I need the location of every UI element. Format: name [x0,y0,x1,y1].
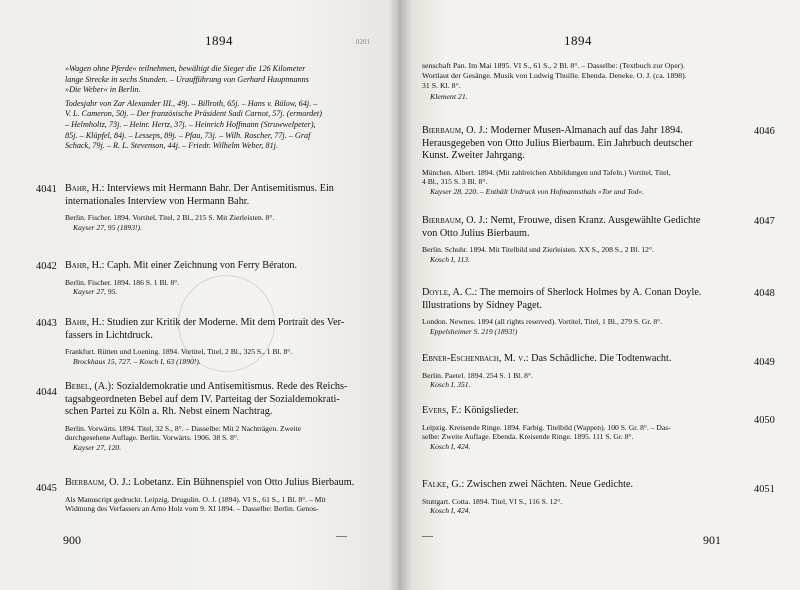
entry-number: 4041 [36,184,57,195]
entry-reference: Kosch I, 351. [430,380,471,390]
entry-imprint: Berlin. Schuhr. 1894. Mit Titelbild und Zierleisten. XX S., 208 S., 2 Bl. 12°. [422,245,654,255]
entry-author: Ebner-Eschenbach, M. v.: [422,353,529,364]
entry-reference: Kosch I, 424. [430,506,471,516]
entry-number: 4050 [754,415,775,426]
entry-title-text: The memoirs of Sherlock Holmes by A. Conan Doyle. [479,287,702,298]
deaths-line: – Helmholtz, 73j. – Heinr. Hertz, 37j. – Heinrich Hoffmann (Struwwelpeter), [65,119,316,129]
entry-title [65,260,385,273]
entry-imprint: London. Newnes. 1894 (all rights reserved). Vortitel, Titel, 1 Bl., 279 S. Gr. 8°. [422,317,663,327]
entry-title-text: schen Partei zu Köln a. Rh. Nebst einem Nachtrag. [65,406,273,418]
entry-title [422,353,754,366]
entry-title-text: Interviews mit Hermann Bahr. Der Antisemitismus. Ein [106,183,334,194]
entry-imprint: Berlin. Paetel. 1894. 254 S. 1 Bl. 8°. [422,370,533,380]
entry-imprint: Berlin. Fischer. 1894. 186 S. 1 Bl. 8°. [65,277,180,287]
entry-title [422,125,754,138]
entry-continuation [422,61,762,102]
entry-reference: Kayser 27, 95 (1893!). [73,222,142,232]
entry-author: Doyle, A. C.: [422,287,478,298]
continuation-line: Wortlaut der Gesänge. Musik von Ludwig Thuille. Ebenda. Deneke. O. J. (ca. 1898). [422,71,687,81]
entry-reference: Kosch I, 424. [430,441,471,451]
page-year-heading: 1894 [564,33,592,48]
entry-number: 4051 [754,484,775,495]
entry-number: 4042 [36,261,57,272]
entry-imprint: durchgesehene Auflage. Berlin. Vorwärts. 1906. 38 S. 8°. [65,433,239,443]
entry-title [65,381,385,394]
page-number: 901 [703,533,721,547]
entry-title [422,405,754,418]
entry-reference: Kayser 27, 95. [73,287,118,297]
entry-reference: Brockhaus 15, 727. – Kosch I, 63 (1890!). [73,356,201,366]
entry-title-text: Nemt, Frouwe, disen Kranz. Ausgewählte Gedichte [490,215,701,226]
entry-title [422,479,754,492]
entry-title-text: Sozialdemokratie und Antisemitismus. Rede des Reichs- [116,381,348,392]
bibliography-entry [65,183,385,232]
events-line: »Wagen ohne Pferde« teilnehmen, bewältigt die Sieger die 126 Kilometer [65,64,306,73]
entry-number: 4046 [754,126,775,137]
entry-author: Bahr, H.: [65,317,105,328]
entry-title [422,287,754,300]
continuation-reference: Klement 21. [430,91,468,101]
bibliography-entry [65,477,385,514]
entry-author: Bierbaum, O. J.: [422,215,488,226]
entry-imprint: Berlin. Fischer. 1894. Vortitel, Titel, 2 Bl., 215 S. Mit Zierleisten. 8°. [65,213,275,223]
entry-title-text: von Otto Julius Bierbaum. [422,227,530,239]
entry-title-text: Studien zur Kritik der Moderne. Mit dem Portrait des Ver- [106,317,345,328]
entry-reference: Kayser 28, 220. – Enthält Urdruck von Hofmannsthals »Tor und Tod«. [430,186,645,196]
library-stamp-mark [178,275,275,372]
bibliography-entry [65,381,385,453]
entry-author: Bahr, H.: [65,183,105,194]
entry-reference: Eppelsheimer S. 219 (1893!) [430,326,518,336]
entry-reference: Kosch I, 113. [430,254,470,264]
book-gutter-shadow [388,0,412,590]
rule-dash: — [422,530,433,542]
entry-title-text: Herausgegeben von Otto Julius Bierbaum. Ein Jahrbuch deutscher [422,137,693,149]
entry-title-text: Illustrations by Sidney Paget. [422,299,542,311]
entry-imprint: 4 Bl., 315 S. 3 Bl. 8°. [422,177,488,187]
deaths-line: Schack, 79j. – R. L. Stevenson, 44j. – Friedr. Wilhelm Weber, 81j. [65,141,278,151]
entry-number: 4044 [36,387,57,398]
entry-author: Bahr, H.: [65,260,105,271]
bibliography-entry [422,125,754,197]
right-page [398,0,800,590]
page-year-heading: 1894 [205,33,233,48]
entry-imprint: München. Albert. 1894. (Mit zahlreichen Abbildungen und Tafeln.) Vortitel, Titel, [422,167,671,177]
year-events-note [65,64,395,152]
events-line: lange Strecke in sechs Stunden. – Uraufführung von Gerhard Hauptmanns [65,74,309,84]
entry-title-text: internationales Interview von Hermann Bahr. [65,195,250,207]
page-number: 900 [63,533,81,547]
entry-imprint: Als Manuscript gedruckt. Leipzig. Drugulin. O. J. (1894). VI S., 61 S., 1 Bl. 8°. – Mit [65,494,326,504]
deaths-line: 85j. – Klüpfel, 84j. – Lesseps, 89j. – Pfau, 73j. – Wilh. Roscher, 77j. – Graf [65,130,311,140]
page-reference-mark: 8201 [356,38,370,46]
entry-title-text: tagsabgeordneten Bebel auf dem IV. Parteitag der Sozialdemokrati- [65,393,340,405]
entry-author: Evers, F.: [422,405,462,416]
entry-imprint: Widmung des Verfassers an Arno Holz vom 9. XI 1894. – Dasselbe: Berlin. Genos- [65,504,319,514]
entry-imprint: Berlin. Vorwärts. 1894. Titel, 32 S., 8°. – Dasselbe: Mit 2 Nachträgen. Zweite [65,423,302,433]
entry-number: 4047 [754,216,775,227]
bibliography-entry [422,215,754,264]
entry-author: Bebel, (A.): [65,381,114,392]
entry-title-text: Das Schädliche. Die Todtenwacht. [531,353,672,364]
entry-imprint: Frankfurt. Rütten und Loening. 1894. Vortitel, Titel, 2 Bl., 325 S., 1 Bl. 8°. [65,347,293,357]
deaths-line: Todesjahr von Zar Alexander III., 49j. – Billroth, 65j. – Hans v. Bülow, 64j. – [65,98,318,108]
deaths-line: V. L. Cameron, 50j. – Der französische Präsident Sadi Carnot, 57j. (ermordet) [65,109,322,119]
continuation-line: senschaft Pan. Im Mai 1895. VI S., 61 S., 2 Bl. 8°. – Dasselbe: (Textbuch zur Oper). [422,61,685,70]
bibliography-entry [422,405,754,451]
entry-reference: Kayser 27, 120. [73,442,122,452]
entry-author: Bierbaum, O. J.: [422,125,488,136]
entry-title-text: Zwischen zwei Nächten. Neue Gedichte. [466,479,634,490]
entry-imprint: selbe: Zweite Auflage. Ebenda. Kreisende Ringe. 1895. 111 S. Gr. 8°. [422,432,634,442]
entry-title-text: Lobetanz. Ein Bühnenspiel von Otto Julius Bierbaum. [133,477,355,488]
bibliography-entry [422,479,754,516]
rule-dash: — [336,530,347,542]
entry-title-text: fassers in Lichtdruck. [65,329,153,341]
entry-title-text: Kunst. Zweiter Jahrgang. [422,150,525,162]
entry-number: 4045 [36,483,57,494]
entry-title-text: Moderner Musen-Almanach auf das Jahr 1894. [490,125,683,136]
entry-title-text: Königslieder. [463,405,519,416]
entry-number: 4043 [36,318,57,329]
bibliography-entry [422,287,754,336]
bibliography-entry [422,353,754,390]
entry-number: 4049 [754,357,775,368]
entry-imprint: Leipzig. Kreisende Ringe. 1894. Farbig. Titelbild (Wappen). 100 S. Gr. 8°. – Das- [422,422,671,432]
entry-imprint: Stuttgart. Cotta. 1894. Titel, VI S., 116 S. 12°. [422,496,563,506]
entry-author: Bierbaum, O. J.: [65,477,131,488]
entry-number: 4048 [754,288,775,299]
entry-author: Falke, G.: [422,479,465,490]
continuation-line: 31 S. Kl. 8°. [422,81,461,91]
entry-title [65,183,385,196]
events-line: »Die Weber« in Berlin. [65,85,141,95]
entry-title [422,215,754,228]
entry-title-text: Caph. Mit einer Zeichnung von Ferry Bératon. [106,260,298,271]
entry-title [65,477,385,490]
